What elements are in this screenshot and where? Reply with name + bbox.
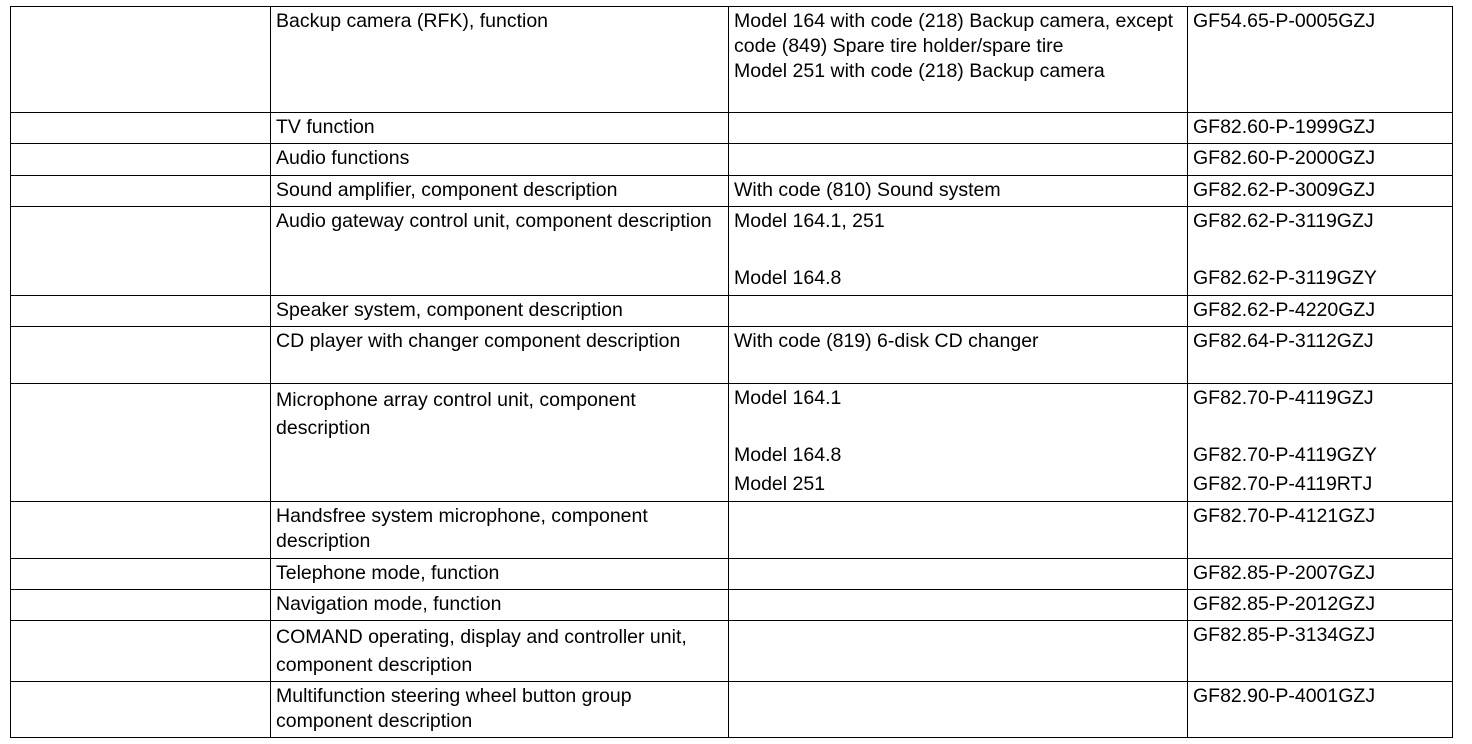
blank-cell bbox=[11, 559, 271, 590]
condition-text: Model 251 bbox=[734, 473, 826, 495]
blank-cell bbox=[11, 384, 271, 502]
document-link[interactable]: GF82.62-P-3119GZJ bbox=[1193, 210, 1374, 232]
title-text: Telephone mode, function bbox=[276, 562, 500, 584]
document-link[interactable]: GF82.62-P-4220GZJ bbox=[1193, 299, 1376, 321]
condition-text: With code (819) 6-disk CD changer bbox=[734, 330, 1039, 352]
condition-cell bbox=[729, 621, 1188, 682]
document-cell bbox=[1188, 113, 1453, 144]
table-row bbox=[11, 113, 1453, 144]
condition-cell bbox=[729, 384, 1188, 502]
document-cell bbox=[1188, 207, 1453, 296]
condition-cell bbox=[729, 502, 1188, 559]
title-text: Speaker system, component description bbox=[276, 299, 623, 321]
title-cell bbox=[271, 682, 729, 738]
table-row bbox=[11, 590, 1453, 621]
condition-cell bbox=[729, 7, 1188, 113]
title-cell bbox=[271, 113, 729, 144]
document-cell bbox=[1188, 176, 1453, 207]
document-link[interactable]: GF82.60-P-2000GZJ bbox=[1193, 147, 1376, 169]
document-link[interactable]: GF82.70-P-4121GZJ bbox=[1193, 505, 1376, 527]
condition-cell bbox=[729, 327, 1188, 384]
table-row bbox=[11, 384, 1453, 502]
condition-cell bbox=[729, 590, 1188, 621]
table-row bbox=[11, 502, 1453, 559]
title-text: TV function bbox=[276, 116, 375, 138]
document-link[interactable]: GF82.85-P-2012GZJ bbox=[1193, 593, 1376, 615]
table-row bbox=[11, 682, 1453, 738]
document-link[interactable]: GF82.90-P-4001GZJ bbox=[1193, 685, 1376, 707]
title-cell bbox=[271, 327, 729, 384]
title-text: Backup camera (RFK), function bbox=[276, 10, 549, 32]
document-cell bbox=[1188, 559, 1453, 590]
title-cell bbox=[271, 144, 729, 176]
blank-cell bbox=[11, 590, 271, 621]
condition-cell bbox=[729, 296, 1188, 327]
condition-cell bbox=[729, 559, 1188, 590]
blank-cell bbox=[11, 682, 271, 738]
title-cell bbox=[271, 296, 729, 327]
title-cell bbox=[271, 590, 729, 621]
condition-cell bbox=[729, 207, 1188, 296]
document-link[interactable]: GF82.70-P-4119RTJ bbox=[1193, 473, 1373, 495]
blank-cell bbox=[11, 176, 271, 207]
document-cell bbox=[1188, 502, 1453, 559]
title-cell bbox=[271, 207, 729, 296]
title-cell bbox=[271, 384, 729, 502]
document-link[interactable]: GF82.70-P-4119GZJ bbox=[1193, 387, 1374, 409]
title-text: COMAND operating, display and controller unit, component description bbox=[276, 626, 687, 676]
document-link[interactable]: GF82.62-P-3119GZY bbox=[1193, 267, 1377, 289]
blank-cell bbox=[11, 502, 271, 559]
blank-cell bbox=[11, 296, 271, 327]
document-cell bbox=[1188, 7, 1453, 113]
title-text: Handsfree system microphone, component description bbox=[276, 505, 648, 552]
condition-cell bbox=[729, 144, 1188, 176]
document-link[interactable]: GF54.65-P-0005GZJ bbox=[1193, 10, 1376, 32]
title-cell bbox=[271, 502, 729, 559]
document-reference-table bbox=[10, 6, 1453, 738]
blank-cell bbox=[11, 113, 271, 144]
document-cell bbox=[1188, 590, 1453, 621]
condition-text: Model 164.8 bbox=[734, 267, 842, 289]
title-text: CD player with changer component description bbox=[276, 330, 681, 352]
title-text: Multifunction steering wheel button group component description bbox=[276, 685, 632, 732]
title-cell bbox=[271, 176, 729, 207]
blank-cell bbox=[11, 621, 271, 682]
title-text: Audio functions bbox=[276, 147, 410, 169]
title-text: Navigation mode, function bbox=[276, 593, 502, 615]
table-row bbox=[11, 327, 1453, 384]
blank-cell bbox=[11, 144, 271, 176]
title-cell bbox=[271, 621, 729, 682]
document-cell bbox=[1188, 296, 1453, 327]
table-row bbox=[11, 559, 1453, 590]
condition-text: Model 164.8 bbox=[734, 444, 842, 466]
table-row bbox=[11, 207, 1453, 296]
document-cell bbox=[1188, 384, 1453, 502]
document-link[interactable]: GF82.85-P-3134GZJ bbox=[1193, 624, 1376, 646]
title-cell bbox=[271, 559, 729, 590]
condition-text: Model 164.1, 251 bbox=[734, 210, 885, 232]
blank-cell bbox=[11, 207, 271, 296]
document-link[interactable]: GF82.85-P-2007GZJ bbox=[1193, 562, 1376, 584]
blank-cell bbox=[11, 327, 271, 384]
table-row bbox=[11, 176, 1453, 207]
table-row bbox=[11, 296, 1453, 327]
table-row bbox=[11, 144, 1453, 176]
document-cell bbox=[1188, 682, 1453, 738]
condition-text: With code (810) Sound system bbox=[734, 179, 1001, 201]
blank-cell bbox=[11, 7, 271, 113]
document-link[interactable]: GF82.64-P-3112GZJ bbox=[1193, 330, 1374, 352]
document-link[interactable]: GF82.60-P-1999GZJ bbox=[1193, 116, 1376, 138]
table-row bbox=[11, 7, 1453, 113]
document-link[interactable]: GF82.70-P-4119GZY bbox=[1193, 444, 1377, 466]
condition-cell bbox=[729, 176, 1188, 207]
title-text: Sound amplifier, component description bbox=[276, 179, 618, 201]
condition-text: Model 164 with code (218) Backup camera, except code (849) Spare tire holder/spare tire bbox=[734, 10, 1173, 57]
document-cell bbox=[1188, 327, 1453, 384]
table-row bbox=[11, 621, 1453, 682]
title-text: Microphone array control unit, component description bbox=[276, 389, 636, 439]
condition-cell bbox=[729, 113, 1188, 144]
title-text: Audio gateway control unit, component description bbox=[276, 210, 712, 232]
document-cell bbox=[1188, 621, 1453, 682]
document-link[interactable]: GF82.62-P-3009GZJ bbox=[1193, 179, 1376, 201]
condition-text: Model 251 with code (218) Backup camera bbox=[734, 60, 1105, 82]
condition-text: Model 164.1 bbox=[734, 387, 842, 409]
document-cell bbox=[1188, 144, 1453, 176]
condition-cell bbox=[729, 682, 1188, 738]
title-cell bbox=[271, 7, 729, 113]
